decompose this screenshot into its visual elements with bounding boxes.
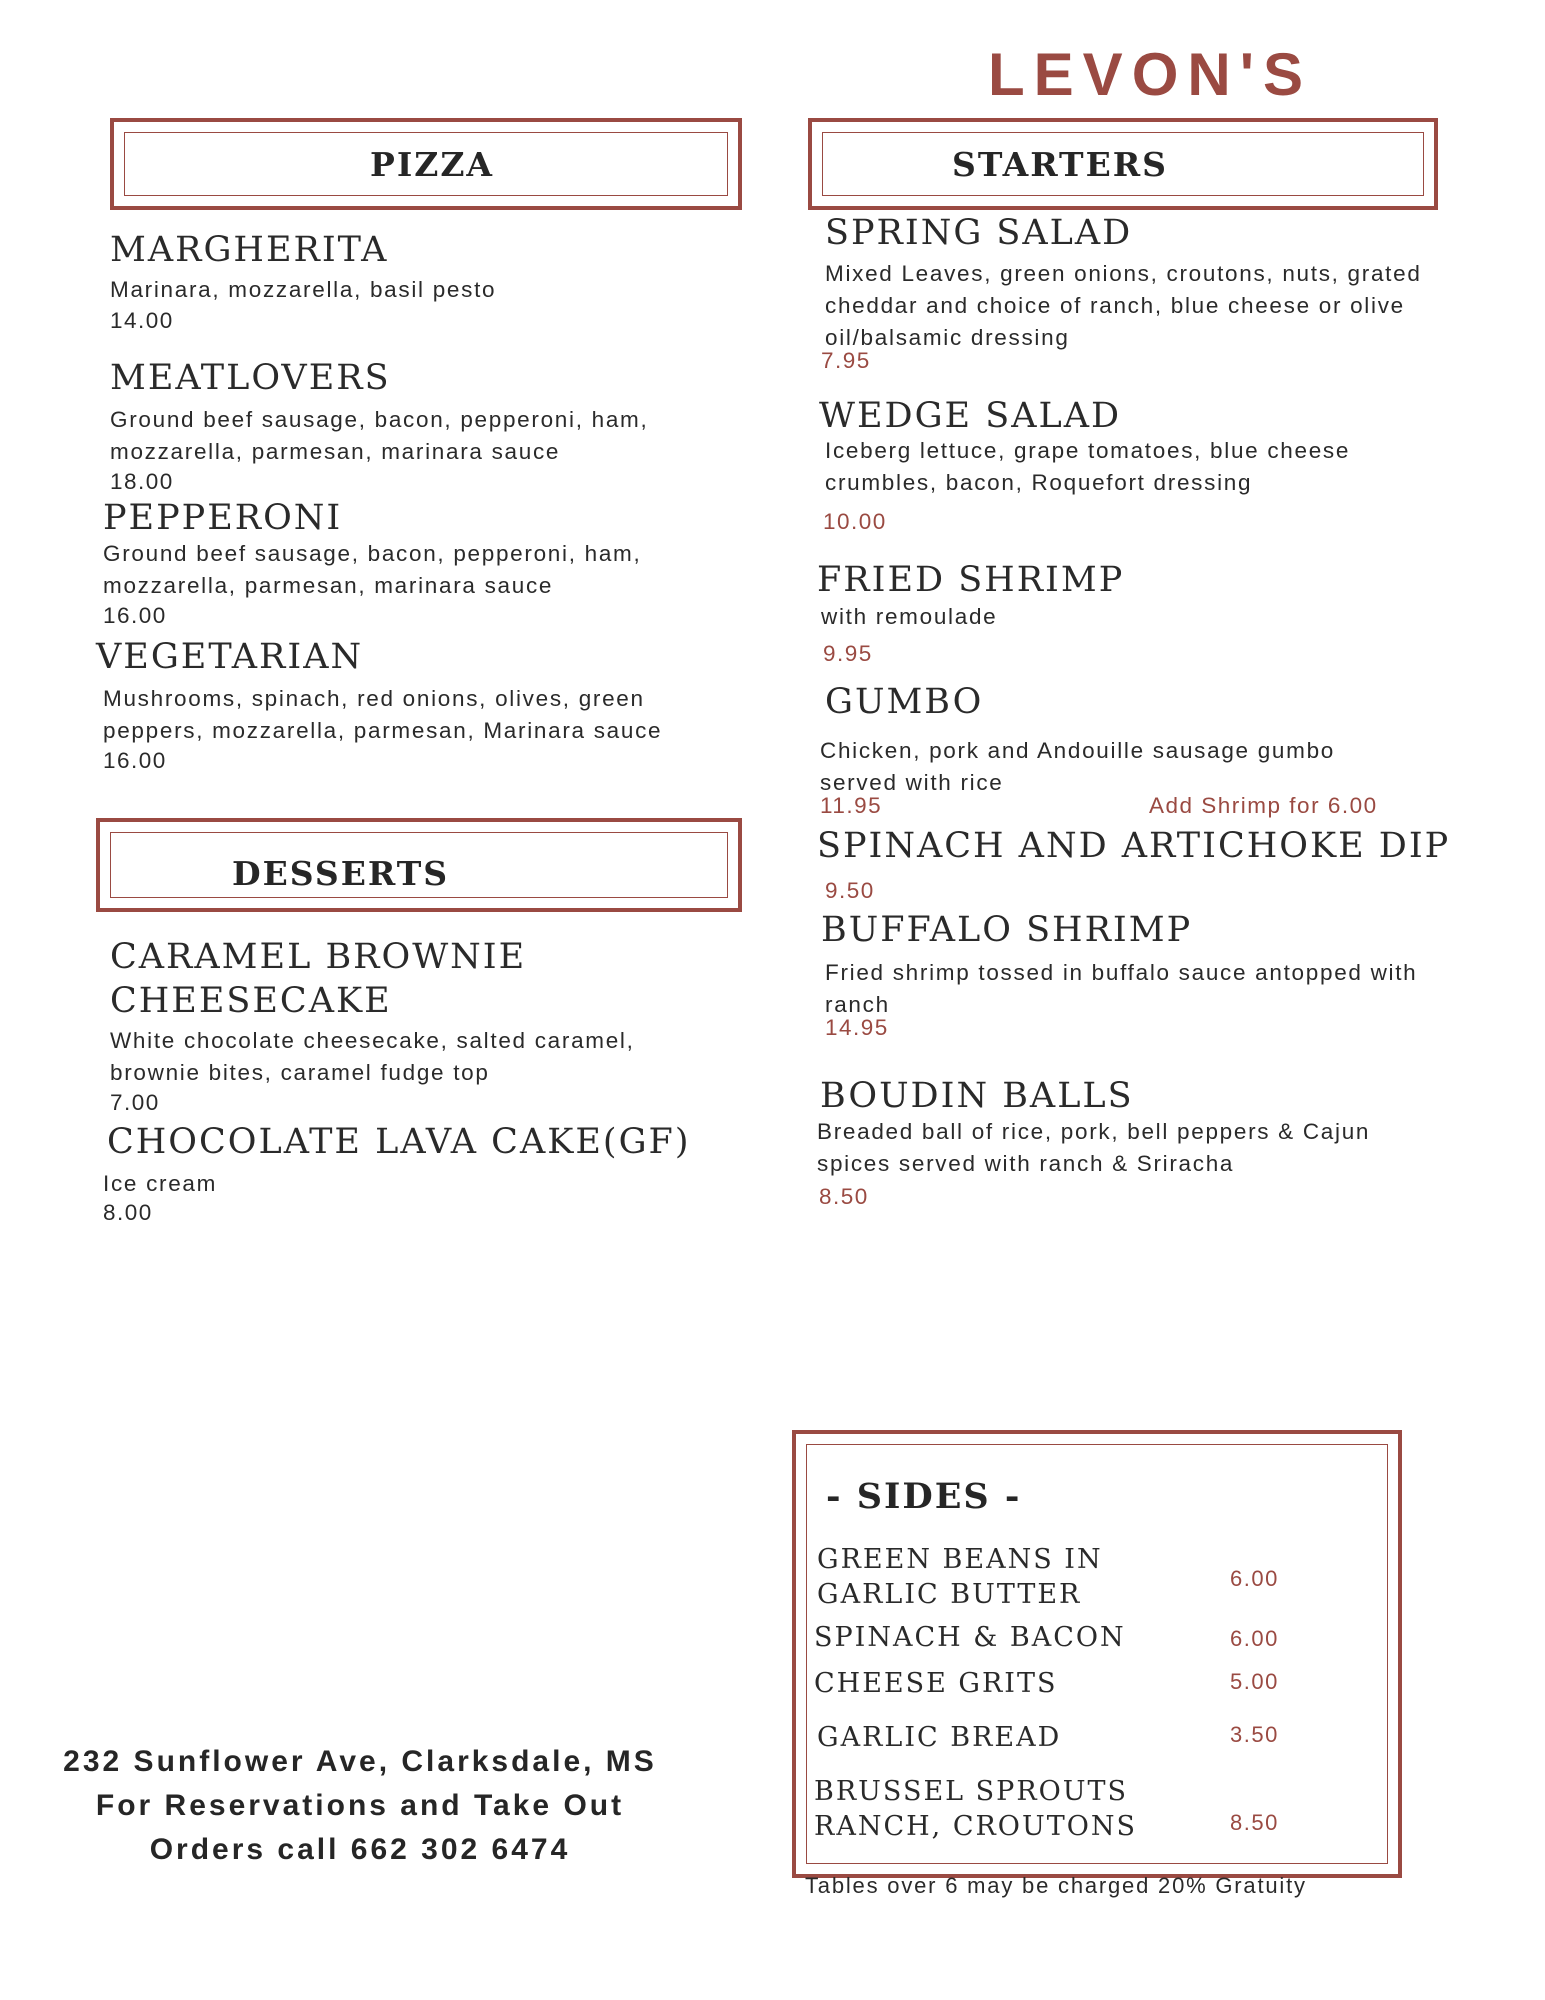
menu-item-name: CARAMEL BROWNIE CHEESECAKE — [110, 937, 527, 1021]
starters-heading: STARTERS — [952, 144, 1168, 184]
gratuity-note: Tables over 6 may be charged 20% Gratuity — [805, 1873, 1307, 1898]
menu-item-name: CHOCOLATE LAVA CAKE(GF) — [107, 1122, 691, 1162]
menu-item-name: SPRING SALAD — [825, 213, 1133, 253]
sides-heading: - SIDES - — [826, 1476, 1022, 1517]
menu-item-price: 9.95 — [823, 641, 873, 666]
side-item-name: GARLIC BREAD — [817, 1722, 1062, 1753]
menu-item-description: with remoulade — [821, 604, 998, 629]
add-on-note: Add Shrimp for 6.00 — [1149, 793, 1378, 818]
menu-item-name: WEDGE SALAD — [819, 396, 1122, 436]
address-block — [20, 1740, 700, 1872]
menu-item-description: Fried shrimp tossed in buffalo sauce antopped with ranch — [825, 960, 1418, 1017]
menu-item-price: 18.00 — [110, 469, 174, 494]
menu-item-description: Iceberg lettuce, grape tomatoes, blue cheese crumbles, bacon, Roquefort dressing — [825, 438, 1351, 495]
menu-item-name: GUMBO — [825, 682, 984, 722]
desserts-header-box — [96, 818, 742, 912]
menu-item-price: 14.00 — [110, 308, 174, 333]
menu-item-name: BUFFALO SHRIMP — [821, 910, 1193, 950]
menu-item-price: 10.00 — [823, 509, 887, 534]
pizza-heading: PIZZA — [370, 144, 495, 184]
menu-item-price: 16.00 — [103, 603, 167, 628]
menu-item-price: 8.00 — [103, 1200, 153, 1225]
menu-item-price: 9.50 — [825, 878, 875, 903]
menu-item-description: Ground beef sausage, bacon, pepperoni, ham, mozzarella, parmesan, marinara sauce — [103, 541, 642, 598]
starters-header-box — [808, 118, 1438, 210]
side-item-price: 6.00 — [1230, 1626, 1279, 1651]
side-item-price: 8.50 — [1230, 1810, 1279, 1835]
desserts-heading: DESSERTS — [232, 853, 450, 893]
reservations-line: For Reservations and Take Out — [95, 1789, 625, 1822]
menu-item-description: Mushrooms, spinach, red onions, olives, green peppers, mozzarella, parmesan, Marinara sauce — [103, 686, 663, 743]
menu-item-name: SPINACH AND ARTICHOKE DIP — [817, 826, 1451, 866]
side-item-price: 5.00 — [1230, 1669, 1279, 1694]
menu-item-description: Marinara, mozzarella, basil pesto — [110, 277, 497, 302]
pizza-header-box — [110, 118, 742, 210]
menu-item-description: Ground beef sausage, bacon, pepperoni, ham, mozzarella, parmesan, marinara sauce — [110, 407, 649, 464]
menu-item-description: Breaded ball of rice, pork, bell peppers & Cajun spices served with ranch & Sriracha — [817, 1119, 1371, 1176]
menu-item-description: Mixed Leaves, green onions, croutons, nuts, grated cheddar and choice of ranch, blue cheese or olive oil/balsamic dressing — [825, 261, 1422, 350]
side-item-price: 3.50 — [1230, 1722, 1279, 1747]
side-item-price: 6.00 — [1230, 1566, 1279, 1591]
menu-item-description: Ice cream — [103, 1171, 218, 1196]
side-item-name: BRUSSEL SPROUTS RANCH, CROUTONS — [814, 1776, 1137, 1842]
menu-item-price: 7.00 — [110, 1090, 160, 1115]
menu-item-description: Chicken, pork and Andouille sausage gumbo served with rice — [820, 738, 1335, 795]
menu-item-price: 7.95 — [821, 348, 871, 373]
menu-item-price: 16.00 — [103, 748, 167, 773]
side-item-name: SPINACH & BACON — [814, 1622, 1126, 1653]
menu-item-description: White chocolate cheesecake, salted caramel, brownie bites, caramel fudge top — [110, 1028, 635, 1085]
side-item-name: GREEN BEANS IN GARLIC BUTTER — [817, 1544, 1103, 1610]
side-item-name: CHEESE GRITS — [814, 1668, 1058, 1699]
menu-item-name: VEGETARIAN — [96, 637, 364, 677]
address-line: 232 Sunflower Ave, Clarksdale, MS — [63, 1745, 657, 1778]
menu-item-name: MARGHERITA — [110, 230, 389, 270]
menu-item-name: FRIED SHRIMP — [817, 560, 1125, 600]
phone-line: Orders call 662 302 6474 — [149, 1833, 571, 1866]
menu-item-name: BOUDIN BALLS — [820, 1076, 1134, 1116]
menu-item-name: PEPPERONI — [103, 498, 343, 538]
menu-item-name: MEATLOVERS — [110, 358, 391, 398]
menu-item-price: 8.50 — [819, 1184, 869, 1209]
restaurant-name: LEVON'S — [988, 41, 1312, 108]
menu-item-price: 11.95 — [820, 793, 883, 818]
menu-item-price: 14.95 — [825, 1015, 889, 1040]
